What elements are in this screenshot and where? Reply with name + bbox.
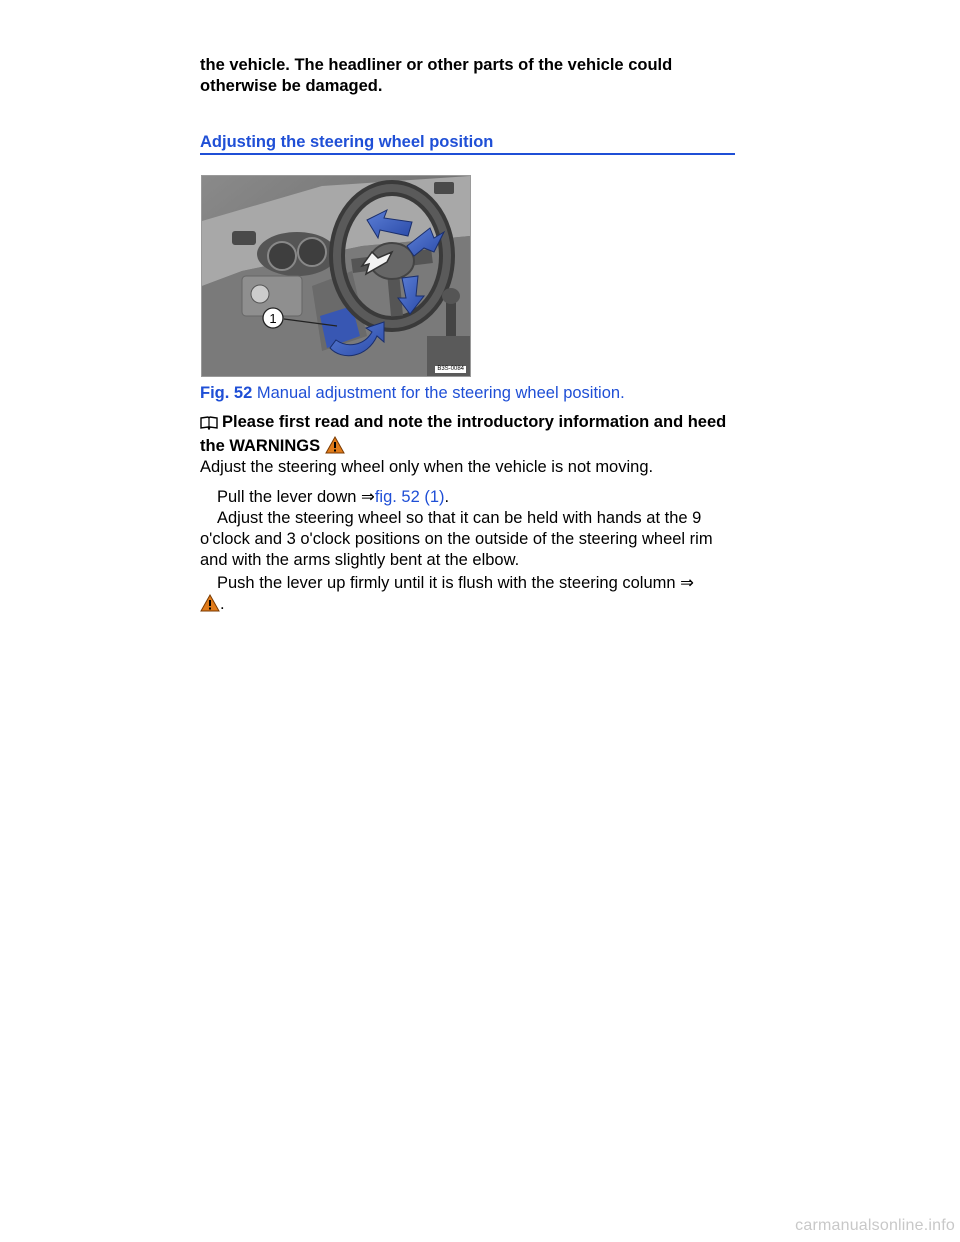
step-1-text: Pull the lever down ⇒ (217, 488, 375, 506)
steering-figure (201, 175, 471, 377)
step-3-text: Push the lever up firmly until it is flush with the steering column ⇒ (217, 574, 694, 592)
step-2 (200, 508, 740, 571)
step-1-end: . (444, 488, 450, 506)
step-3 (200, 573, 757, 618)
warning-triangle-icon[interactable] (200, 594, 220, 618)
figure-link[interactable]: fig. 52 (1) (374, 488, 445, 506)
body-paragraph: Adjust the steering wheel only when the vehicle is not moving. (200, 458, 654, 476)
step-2-text: Adjust the steering wheel so that it can be held with hands at the 9 o'clock and 3 o'clock positions on the outside of the steering wheel rim and with the arms slightly bent at the elbow. (200, 509, 713, 569)
callout-1: 1 (269, 311, 277, 326)
warning-continuation: the vehicle. The headliner or other parts of the vehicle could otherwise be damaged. (200, 56, 673, 95)
intro-note (200, 412, 740, 460)
watermark: carmanualsonline.info (795, 1217, 955, 1234)
figure-code: B3S-0084 (437, 366, 464, 372)
step-1 (200, 487, 757, 508)
book-icon (200, 415, 218, 436)
intro-text: Please first read and note the introductory information and heed the WARNINGS (200, 413, 727, 455)
section-title: Adjusting the steering wheel position (200, 132, 735, 155)
step-3-end: . (220, 595, 225, 613)
figure-caption (200, 383, 740, 403)
caption-label: Fig. 52 (200, 384, 253, 402)
steering-wheel-illustration (202, 176, 470, 376)
caption-text: Manual adjustment for the steering wheel position. (256, 384, 625, 402)
